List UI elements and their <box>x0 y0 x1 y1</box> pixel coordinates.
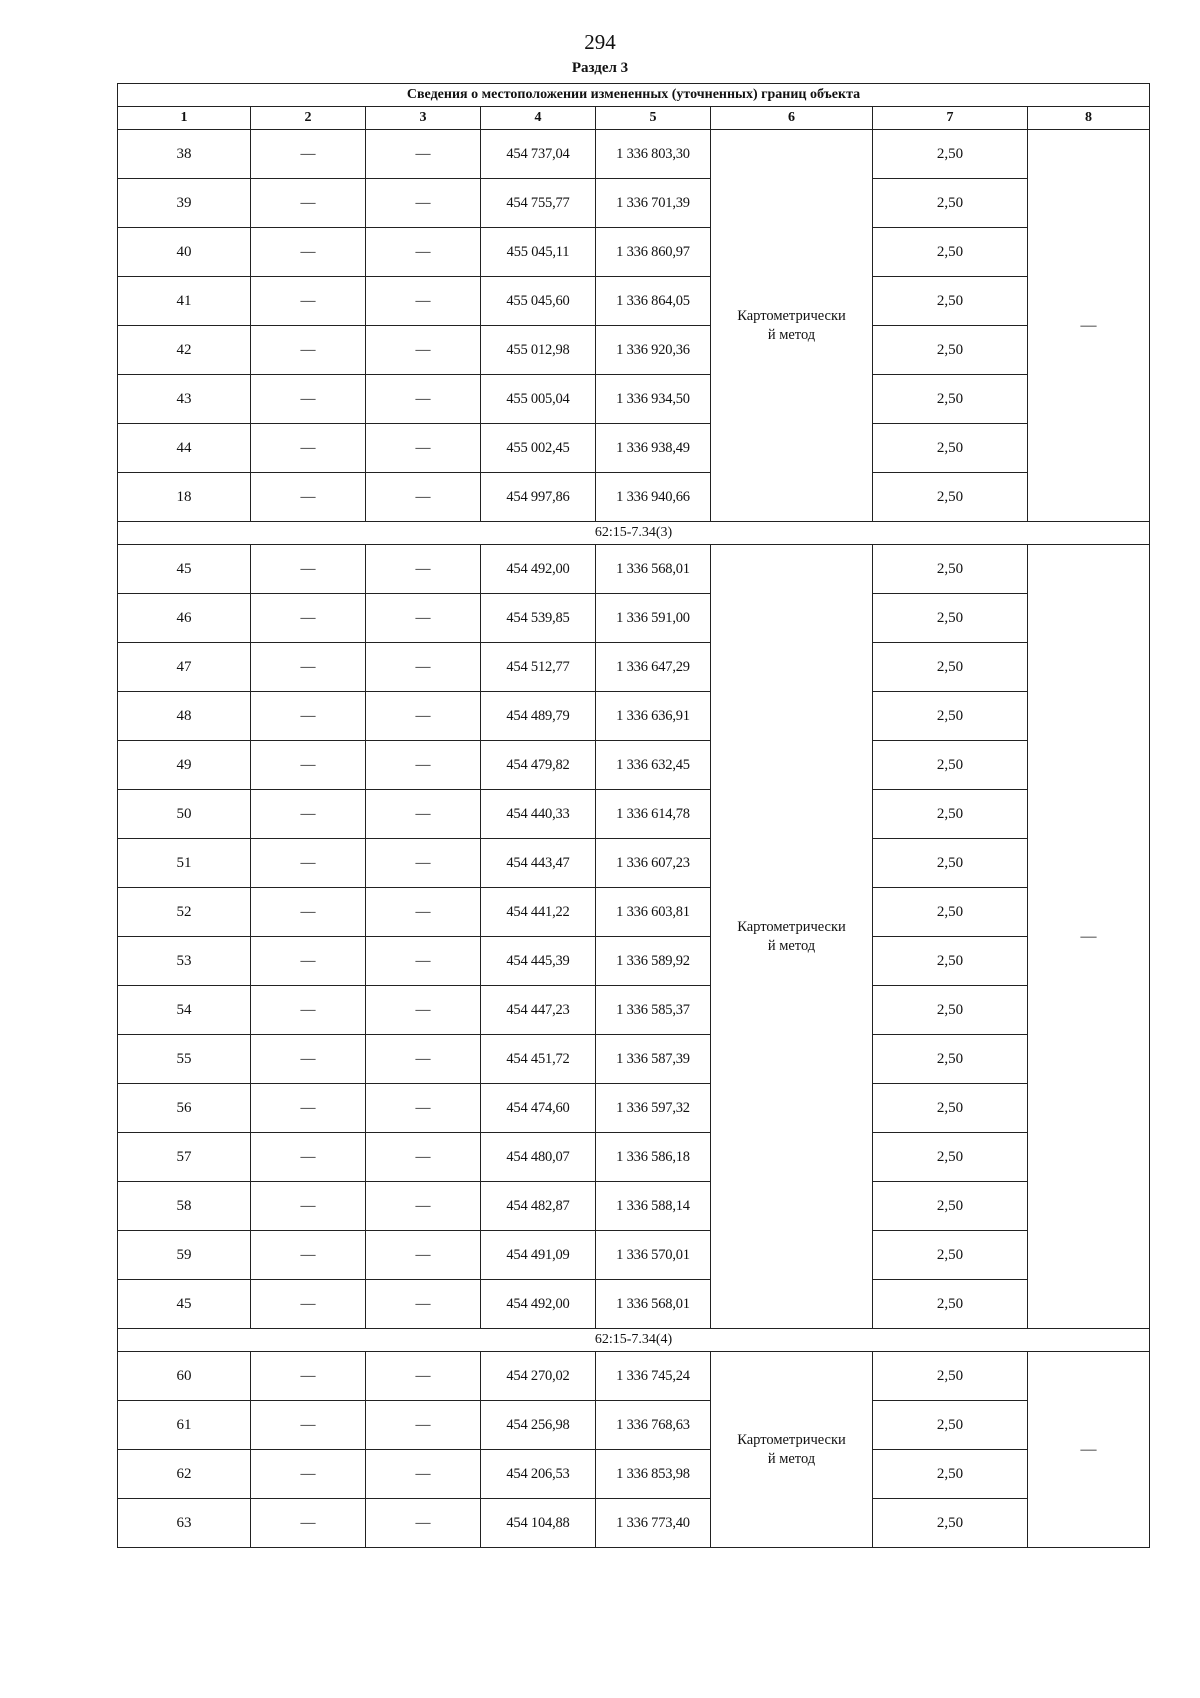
page-number: 294 <box>584 30 616 54</box>
coordinates-table <box>117 83 1150 1548</box>
dash-cell: — <box>366 375 481 424</box>
y-coordinate-cell: 1 336 597,32 <box>596 1084 711 1133</box>
dash-cell: — <box>251 473 366 522</box>
dash-cell: — <box>366 1280 481 1329</box>
dash-cell: — <box>366 1450 481 1499</box>
y-coordinate-cell: 1 336 647,29 <box>596 643 711 692</box>
y-coordinate-cell: 1 336 588,14 <box>596 1182 711 1231</box>
accuracy-cell: 2,50 <box>873 1401 1028 1450</box>
dash-cell: — <box>251 741 366 790</box>
accuracy-cell: 2,50 <box>873 545 1028 594</box>
point-number-cell: 45 <box>118 545 251 594</box>
dash-cell: — <box>366 1133 481 1182</box>
table-row <box>118 1352 1150 1401</box>
y-coordinate-cell: 1 336 920,36 <box>596 326 711 375</box>
point-number-cell: 62 <box>118 1450 251 1499</box>
dash-cell: — <box>251 228 366 277</box>
group-label-row <box>118 1329 1150 1352</box>
dash-cell: — <box>366 130 481 179</box>
point-number-cell: 56 <box>118 1084 251 1133</box>
point-number-cell: 39 <box>118 179 251 228</box>
method-text-line2: й метод <box>767 937 816 954</box>
x-coordinate-cell: 454 491,09 <box>481 1231 596 1280</box>
x-coordinate-cell: 454 492,00 <box>481 1280 596 1329</box>
y-coordinate-cell: 1 336 745,24 <box>596 1352 711 1401</box>
x-coordinate-cell: 454 482,87 <box>481 1182 596 1231</box>
x-coordinate-cell: 454 451,72 <box>481 1035 596 1084</box>
point-number-cell: 40 <box>118 228 251 277</box>
point-number-cell: 38 <box>118 130 251 179</box>
table-row <box>118 130 1150 179</box>
column-header: 8 <box>1028 107 1150 130</box>
accuracy-cell: 2,50 <box>873 692 1028 741</box>
x-coordinate-cell: 455 012,98 <box>481 326 596 375</box>
x-coordinate-cell: 454 440,33 <box>481 790 596 839</box>
dash-cell: — <box>251 1084 366 1133</box>
dash-cell: — <box>366 179 481 228</box>
dash-cell: — <box>251 424 366 473</box>
dash-cell: — <box>251 839 366 888</box>
dash-cell: — <box>366 326 481 375</box>
table-row <box>118 228 1150 277</box>
table-row <box>118 473 1150 522</box>
accuracy-cell: 2,50 <box>873 1133 1028 1182</box>
point-number-cell: 46 <box>118 594 251 643</box>
table-row <box>118 277 1150 326</box>
point-number-cell: 58 <box>118 1182 251 1231</box>
accuracy-cell: 2,50 <box>873 1035 1028 1084</box>
y-coordinate-cell: 1 336 587,39 <box>596 1035 711 1084</box>
table-row <box>118 888 1150 937</box>
point-number-cell: 57 <box>118 1133 251 1182</box>
table-row <box>118 1499 1150 1548</box>
x-coordinate-cell: 454 445,39 <box>481 937 596 986</box>
table-row <box>118 1133 1150 1182</box>
x-coordinate-cell: 454 492,00 <box>481 545 596 594</box>
dash-cell: — <box>366 643 481 692</box>
dash-cell: — <box>251 1450 366 1499</box>
y-coordinate-cell: 1 336 934,50 <box>596 375 711 424</box>
dash-cell: — <box>251 1035 366 1084</box>
accuracy-cell: 2,50 <box>873 839 1028 888</box>
accuracy-cell: 2,50 <box>873 790 1028 839</box>
point-number-cell: 61 <box>118 1401 251 1450</box>
column-header: 6 <box>711 107 873 130</box>
x-coordinate-cell: 455 045,11 <box>481 228 596 277</box>
point-number-cell: 18 <box>118 473 251 522</box>
dash-cell: — <box>366 839 481 888</box>
x-coordinate-cell: 455 005,04 <box>481 375 596 424</box>
table-row <box>118 1231 1150 1280</box>
column-header: 5 <box>596 107 711 130</box>
method-text-line1: Картометрически <box>737 918 846 935</box>
accuracy-cell: 2,50 <box>873 1450 1028 1499</box>
point-number-cell: 51 <box>118 839 251 888</box>
y-coordinate-cell: 1 336 585,37 <box>596 986 711 1035</box>
table-title-row <box>118 84 1150 107</box>
point-number-cell: 43 <box>118 375 251 424</box>
y-coordinate-cell: 1 336 768,63 <box>596 1401 711 1450</box>
method-text-line2: й метод <box>767 326 816 343</box>
table-row <box>118 643 1150 692</box>
table-row <box>118 545 1150 594</box>
accuracy-cell: 2,50 <box>873 937 1028 986</box>
dash-cell: — <box>366 473 481 522</box>
table-row <box>118 1035 1150 1084</box>
dash-cell: — <box>366 790 481 839</box>
method-cell <box>711 130 873 522</box>
y-coordinate-cell: 1 336 701,39 <box>596 179 711 228</box>
method-cell <box>711 545 873 1329</box>
accuracy-cell: 2,50 <box>873 741 1028 790</box>
dash-cell: — <box>251 326 366 375</box>
group-label: 62:15-7.34(3) <box>118 522 1150 545</box>
accuracy-cell: 2,50 <box>873 986 1028 1035</box>
column-header: 7 <box>873 107 1028 130</box>
point-number-cell: 60 <box>118 1352 251 1401</box>
table-row <box>118 594 1150 643</box>
y-coordinate-cell: 1 336 632,45 <box>596 741 711 790</box>
accuracy-cell: 2,50 <box>873 424 1028 473</box>
y-coordinate-cell: 1 336 938,49 <box>596 424 711 473</box>
dash-cell: — <box>366 545 481 594</box>
dash-cell: — <box>251 1499 366 1548</box>
x-coordinate-cell: 454 474,60 <box>481 1084 596 1133</box>
point-number-cell: 42 <box>118 326 251 375</box>
y-coordinate-cell: 1 336 570,01 <box>596 1231 711 1280</box>
x-coordinate-cell: 454 443,47 <box>481 839 596 888</box>
point-number-cell: 52 <box>118 888 251 937</box>
y-coordinate-cell: 1 336 864,05 <box>596 277 711 326</box>
dash-cell: — <box>251 594 366 643</box>
x-coordinate-cell: 454 480,07 <box>481 1133 596 1182</box>
dash-cell: — <box>366 692 481 741</box>
y-coordinate-cell: 1 336 586,18 <box>596 1133 711 1182</box>
column-header-row <box>118 107 1150 130</box>
table-row <box>118 839 1150 888</box>
dash-cell: — <box>251 692 366 741</box>
y-coordinate-cell: 1 336 607,23 <box>596 839 711 888</box>
y-coordinate-cell: 1 336 773,40 <box>596 1499 711 1548</box>
dash-cell: — <box>366 1084 481 1133</box>
x-coordinate-cell: 454 755,77 <box>481 179 596 228</box>
y-coordinate-cell: 1 336 568,01 <box>596 545 711 594</box>
accuracy-cell: 2,50 <box>873 277 1028 326</box>
dash-cell: — <box>251 179 366 228</box>
x-coordinate-cell: 454 997,86 <box>481 473 596 522</box>
x-coordinate-cell: 454 256,98 <box>481 1401 596 1450</box>
table-row <box>118 424 1150 473</box>
x-coordinate-cell: 454 512,77 <box>481 643 596 692</box>
x-coordinate-cell: 454 737,04 <box>481 130 596 179</box>
accuracy-cell: 2,50 <box>873 1499 1028 1548</box>
point-number-cell: 41 <box>118 277 251 326</box>
x-coordinate-cell: 454 441,22 <box>481 888 596 937</box>
dash-cell: — <box>366 937 481 986</box>
dash-cell: — <box>251 375 366 424</box>
table-row <box>118 1084 1150 1133</box>
y-coordinate-cell: 1 336 940,66 <box>596 473 711 522</box>
dash-cell: — <box>366 1035 481 1084</box>
y-coordinate-cell: 1 336 614,78 <box>596 790 711 839</box>
dash-cell: — <box>366 424 481 473</box>
dash-cell: — <box>251 643 366 692</box>
point-number-cell: 45 <box>118 1280 251 1329</box>
accuracy-cell: 2,50 <box>873 375 1028 424</box>
accuracy-cell: 2,50 <box>873 1182 1028 1231</box>
dash-cell: — <box>251 790 366 839</box>
x-coordinate-cell: 455 045,60 <box>481 277 596 326</box>
point-number-cell: 55 <box>118 1035 251 1084</box>
point-number-cell: 47 <box>118 643 251 692</box>
x-coordinate-cell: 454 479,82 <box>481 741 596 790</box>
column-header: 3 <box>366 107 481 130</box>
dash-cell: — <box>251 937 366 986</box>
dash-cell: — <box>251 1401 366 1450</box>
accuracy-cell: 2,50 <box>873 1084 1028 1133</box>
dash-cell: — <box>366 888 481 937</box>
table-row <box>118 937 1150 986</box>
dash-cell: — <box>1028 130 1150 522</box>
x-coordinate-cell: 455 002,45 <box>481 424 596 473</box>
x-coordinate-cell: 454 489,79 <box>481 692 596 741</box>
dash-cell: — <box>1028 1352 1150 1548</box>
y-coordinate-cell: 1 336 860,97 <box>596 228 711 277</box>
accuracy-cell: 2,50 <box>873 1280 1028 1329</box>
accuracy-cell: 2,50 <box>873 473 1028 522</box>
table-row <box>118 741 1150 790</box>
column-header: 1 <box>118 107 251 130</box>
accuracy-cell: 2,50 <box>873 594 1028 643</box>
table-row <box>118 790 1150 839</box>
accuracy-cell: 2,50 <box>873 1352 1028 1401</box>
dash-cell: — <box>251 888 366 937</box>
dash-cell: — <box>366 594 481 643</box>
accuracy-cell: 2,50 <box>873 179 1028 228</box>
dash-cell: — <box>251 1182 366 1231</box>
dash-cell: — <box>366 277 481 326</box>
dash-cell: — <box>366 1401 481 1450</box>
group-label: 62:15-7.34(4) <box>118 1329 1150 1352</box>
dash-cell: — <box>366 1499 481 1548</box>
point-number-cell: 53 <box>118 937 251 986</box>
dash-cell: — <box>251 986 366 1035</box>
y-coordinate-cell: 1 336 568,01 <box>596 1280 711 1329</box>
dash-cell: — <box>251 545 366 594</box>
point-number-cell: 59 <box>118 1231 251 1280</box>
dash-cell: — <box>366 1231 481 1280</box>
table-row <box>118 1182 1150 1231</box>
accuracy-cell: 2,50 <box>873 888 1028 937</box>
group-label-row <box>118 522 1150 545</box>
method-text-line2: й метод <box>767 1450 816 1467</box>
table-row <box>118 179 1150 228</box>
dash-cell: — <box>366 1352 481 1401</box>
dash-cell: — <box>251 130 366 179</box>
point-number-cell: 63 <box>118 1499 251 1548</box>
accuracy-cell: 2,50 <box>873 1231 1028 1280</box>
accuracy-cell: 2,50 <box>873 326 1028 375</box>
y-coordinate-cell: 1 336 636,91 <box>596 692 711 741</box>
accuracy-cell: 2,50 <box>873 643 1028 692</box>
dash-cell: — <box>366 986 481 1035</box>
dash-cell: — <box>251 1231 366 1280</box>
column-header: 4 <box>481 107 596 130</box>
y-coordinate-cell: 1 336 589,92 <box>596 937 711 986</box>
dash-cell: — <box>251 1352 366 1401</box>
table-row <box>118 1280 1150 1329</box>
dash-cell: — <box>366 228 481 277</box>
x-coordinate-cell: 454 447,23 <box>481 986 596 1035</box>
point-number-cell: 50 <box>118 790 251 839</box>
y-coordinate-cell: 1 336 591,00 <box>596 594 711 643</box>
table-row <box>118 1401 1150 1450</box>
dash-cell: — <box>251 1133 366 1182</box>
point-number-cell: 54 <box>118 986 251 1035</box>
x-coordinate-cell: 454 539,85 <box>481 594 596 643</box>
point-number-cell: 48 <box>118 692 251 741</box>
table-row <box>118 986 1150 1035</box>
y-coordinate-cell: 1 336 853,98 <box>596 1450 711 1499</box>
x-coordinate-cell: 454 270,02 <box>481 1352 596 1401</box>
accuracy-cell: 2,50 <box>873 228 1028 277</box>
dash-cell: — <box>366 741 481 790</box>
table-row <box>118 1450 1150 1499</box>
method-text-line1: Картометрически <box>737 307 846 324</box>
y-coordinate-cell: 1 336 603,81 <box>596 888 711 937</box>
x-coordinate-cell: 454 104,88 <box>481 1499 596 1548</box>
table-row <box>118 692 1150 741</box>
dash-cell: — <box>251 1280 366 1329</box>
method-text-line1: Картометрически <box>737 1431 846 1448</box>
accuracy-cell: 2,50 <box>873 130 1028 179</box>
table-title: Сведения о местоположении измененных (уточненных) границ объекта <box>118 84 1150 107</box>
table-row <box>118 326 1150 375</box>
method-cell <box>711 1352 873 1548</box>
dash-cell: — <box>1028 545 1150 1329</box>
x-coordinate-cell: 454 206,53 <box>481 1450 596 1499</box>
point-number-cell: 49 <box>118 741 251 790</box>
column-header: 2 <box>251 107 366 130</box>
y-coordinate-cell: 1 336 803,30 <box>596 130 711 179</box>
table-row <box>118 375 1150 424</box>
section-title: Раздел 3 <box>571 60 629 76</box>
point-number-cell: 44 <box>118 424 251 473</box>
dash-cell: — <box>366 1182 481 1231</box>
dash-cell: — <box>251 277 366 326</box>
